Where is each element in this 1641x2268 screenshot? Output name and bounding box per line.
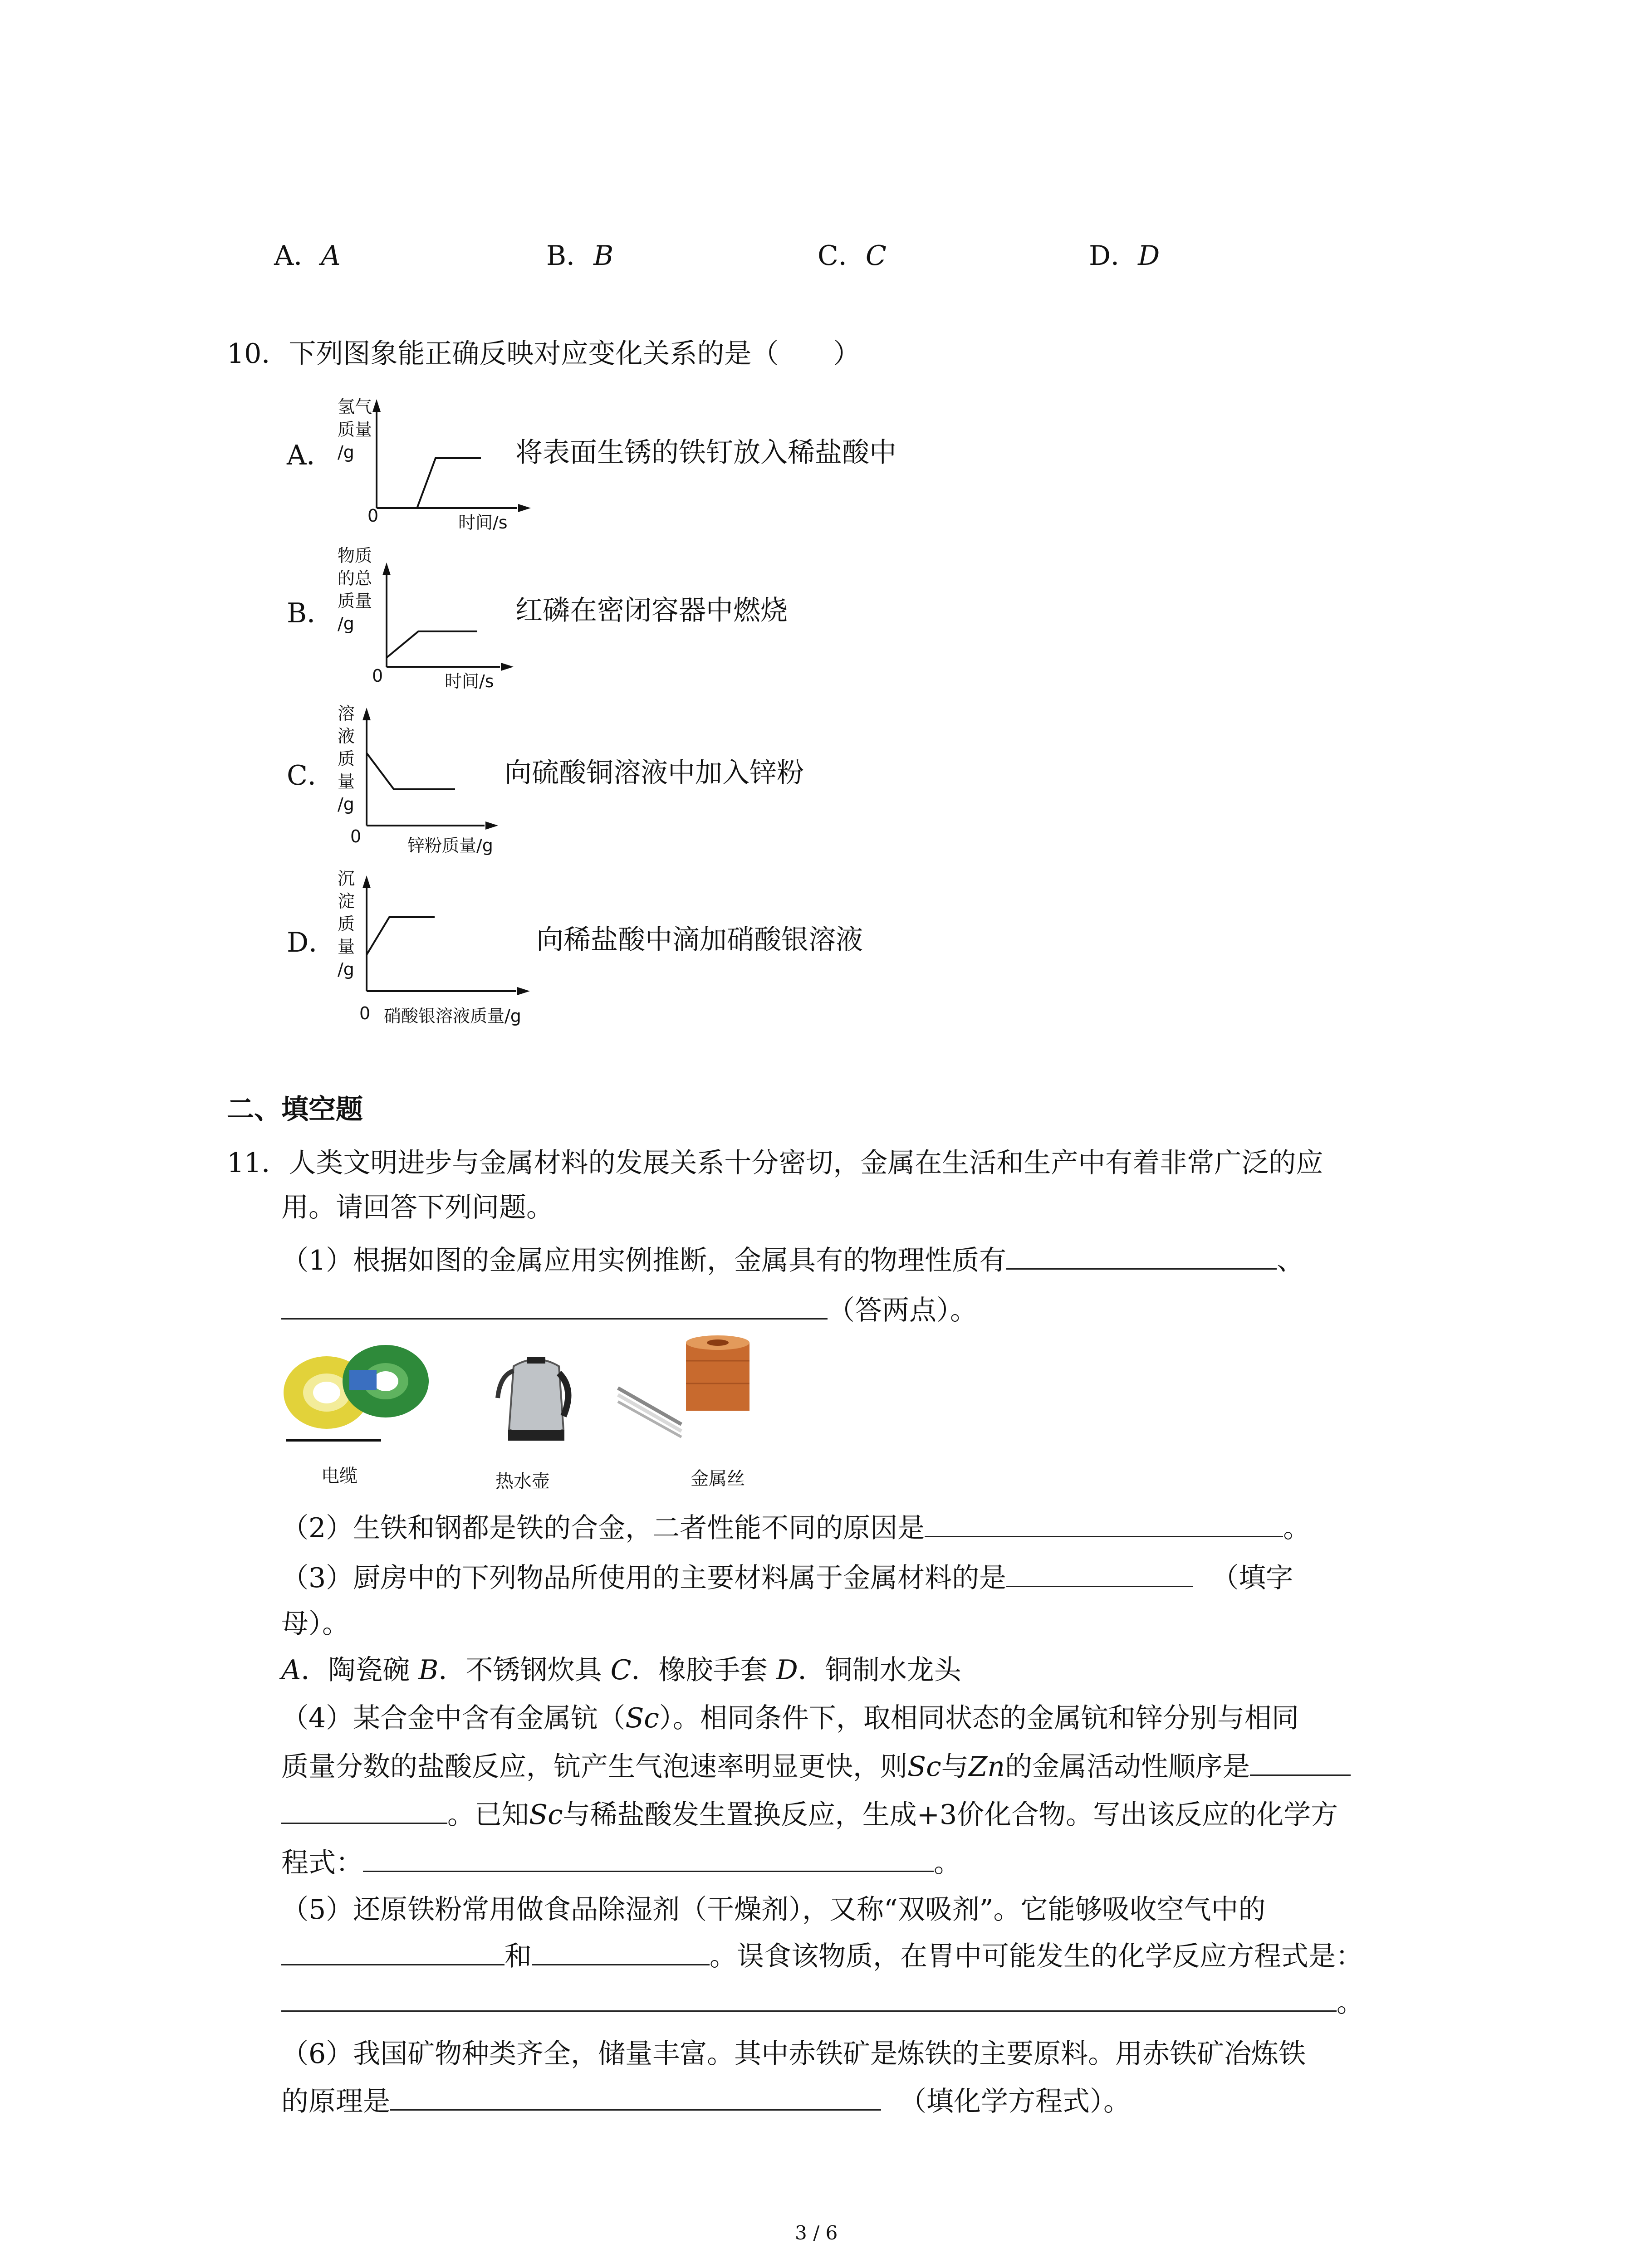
q11-p6-line1: （6）我国矿物种类齐全，储量丰富。其中赤铁矿是炼铁的主要原料。用赤铁矿冶炼铁 [281,2038,1306,2070]
q11-p1-line2: （答两点）。 [281,1291,977,1330]
q11-p5-line2: 和 。误食该物质，在胃中可能发生的化学反应方程式是： [281,1937,1363,1975]
graph-c-xlabel: 锌粉质量/g [407,836,493,855]
q11-p1-line1: （1）根据如图的金属应用实例推断，金属具有的物理性质有 、 [281,1241,1304,1280]
blank-4-2[interactable] [363,1843,934,1872]
graph-c-ylabel: 溶 液 质 量 /g [338,704,355,814]
q11-p5-line3: 。 [281,1983,1364,2022]
kettle-image [495,1348,577,1448]
graph-b-origin: 0 [372,666,383,686]
q11-p4-line2: 质量分数的盐酸反应，钪产生气泡速率明显更快，则Sc与Zn的金属活动性顺序是 [281,1747,1351,1786]
blank-4-1a[interactable] [1250,1747,1351,1776]
graph-b-xlabel: 时间/s [445,671,494,691]
blank-2[interactable] [925,1509,1283,1537]
image-label-kettle: 热水壶 [495,1471,550,1492]
q11-p4-line4: 程式： 。 [281,1843,961,1882]
q10-option-c-text: 向硫酸铜溶液中加入锌粉 [505,757,804,789]
section-title: 二、填空题 [227,1094,363,1125]
q9-option-b: B．B [546,240,614,272]
wire-image [618,1334,768,1438]
q11-p3-line2: 母）。 [281,1608,349,1640]
q11-p5-line1: （5）还原铁粉常用做食品除湿剂（干燥剂），又称“双吸剂”。它能够吸收空气中的 [281,1894,1266,1926]
blank-4-1b[interactable] [281,1795,447,1824]
q11-p3-options: A．陶瓷碗 B．不锈钢炊具 C．橡胶手套 D．铜制水龙头 [281,1654,961,1686]
graph-d-ylabel: 沉 淀 质 量 /g [338,869,355,979]
q10-option-a-key: A． [287,440,334,471]
q10-option-b-text: 红磷在密闭容器中燃烧 [515,595,788,626]
graph-d-xlabel: 硝酸银溶液质量/g [384,1006,521,1026]
cable-image [281,1338,454,1456]
q10-stem: 10．下列图象能正确反映对应变化关系的是（ ） [227,338,861,370]
graph-d [367,875,548,998]
q11-stem-line2: 用。请回答下列问题。 [281,1192,554,1223]
q9-option-a: A．A [274,240,341,272]
q10-option-a-text: 将表面生锈的铁钉放入稀盐酸中 [515,437,896,469]
blank-6[interactable] [390,2082,881,2111]
q11-stem-line1: 11．人类文明进步与金属材料的发展关系十分密切，金属在生活和生产中有着非常广泛的应 [227,1147,1323,1179]
graph-c-origin: 0 [350,826,362,846]
image-label-wire: 金属丝 [691,1468,745,1489]
graph-a-ylabel: 氢气 质量 /g [338,397,372,462]
graph-d-origin: 0 [359,1003,371,1023]
blank-5-1[interactable] [281,1937,505,1965]
q11-p4-line1: （4）某合金中含有金属钪（Sc）。相同条件下，取相同状态的金属钪和锌分别与相同 [281,1702,1299,1734]
graph-b-ylabel: 物质 的总 质量 /g [338,546,372,634]
page-number: 3 / 6 [795,2222,838,2244]
q11-p3-line1: （3）厨房中的下列物品所使用的主要材料属于金属材料的是 （填字 [281,1559,1293,1597]
q9-option-d: D．D [1089,240,1160,272]
graph-a-origin: 0 [367,506,379,526]
q10-option-b-key: B． [287,597,334,629]
blank-3[interactable] [1006,1559,1193,1587]
blank-1-1[interactable] [1006,1241,1277,1270]
q11-p4-line3: 。已知Sc与稀盐酸发生置换反应，生成+3价化合物。写出该反应的化学方 [281,1795,1338,1834]
q10-option-d-text: 向稀盐酸中滴加硝酸银溶液 [536,924,863,956]
graph-c [367,708,512,830]
q11-p6-line2: 的原理是 （填化学方程式）。 [281,2082,1131,2121]
q10-option-d-key: D． [287,927,336,958]
q11-p2: （2）生铁和钢都是铁的合金，二者性能不同的原因是 。 [281,1509,1310,1547]
image-label-cable: 电缆 [321,1466,358,1486]
q10-option-c-key: C． [287,760,335,792]
blank-1-2[interactable] [281,1291,828,1320]
blank-5-3[interactable] [281,1983,1337,2012]
blank-5-2[interactable] [532,1937,710,1965]
graph-a-xlabel: 时间/s [458,513,508,533]
q9-option-c: C．C [818,240,887,272]
